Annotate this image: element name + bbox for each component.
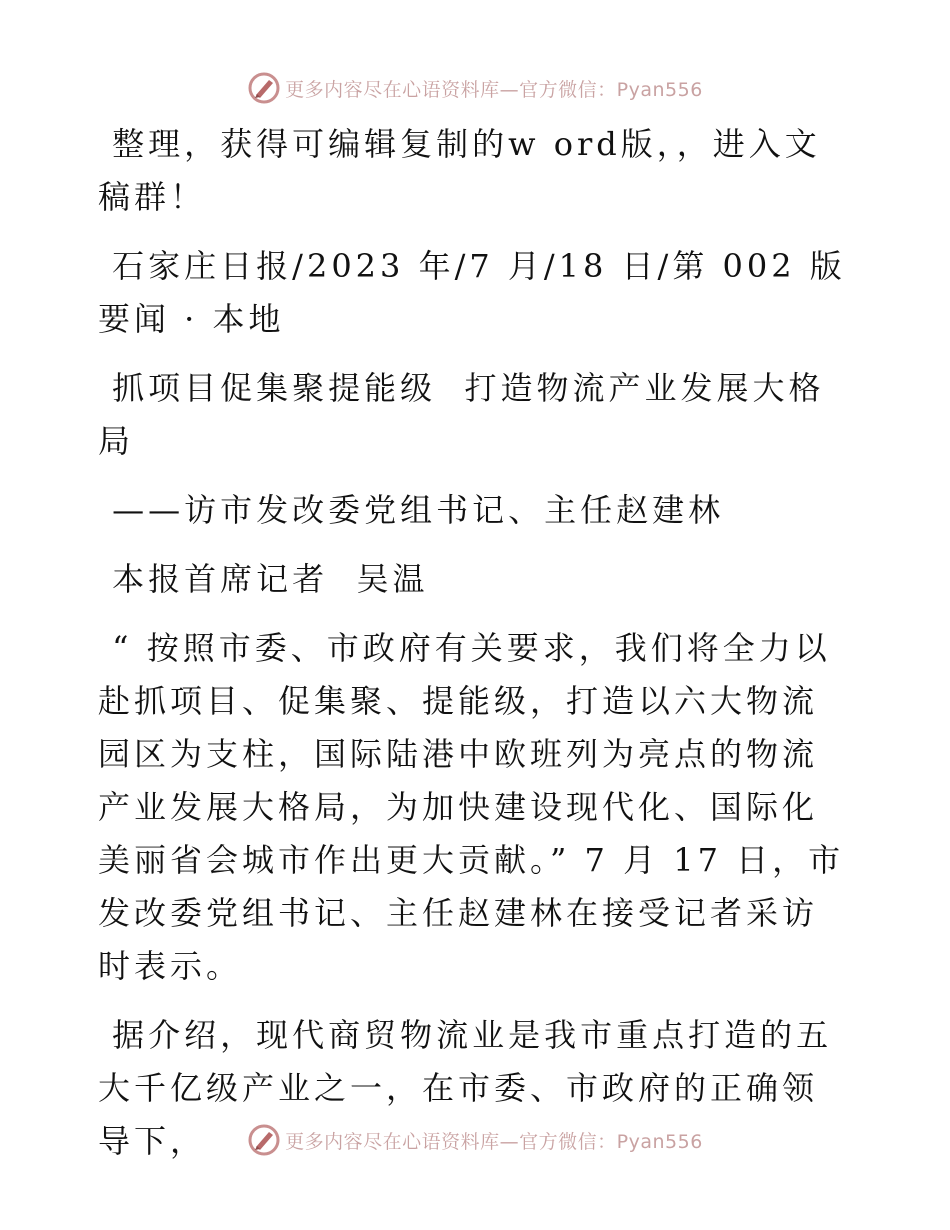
body-paragraph: “ 按照市委、市政府有关要求，我们将全力以赴抓项目、促集聚、提能级，打造以六大物流园区为支柱，国际陆港中欧班列为亮点的物流产业发展大格局，为加快建设现代化、国际化美丽省会城市作出更大贡献。” 7 月 17 日，市发改委党组书记、主任赵建林在接受记者采访时表示。: [98, 629, 845, 985]
article-title: 抓项目促集聚提能级 打造物流产业发展大格局: [98, 369, 825, 460]
watermark-text: 更多内容尽在心语资料库—官方微信：Pyan556: [285, 1130, 703, 1153]
article-subtitle: ——访市发改委党组书记、主任赵建林: [98, 491, 725, 529]
intro-note: 整理，获得可编辑复制的w ord版，，进入文稿群！: [98, 125, 821, 216]
pen-emblem-icon: [247, 71, 281, 105]
watermark-text: 更多内容尽在心语资料库—官方微信：Pyan556: [285, 78, 703, 101]
footer-watermark: [0, 1120, 950, 1160]
header-watermark: [0, 68, 950, 108]
document-body: [98, 118, 850, 1184]
body-paragraph: 据介绍，现代商贸物流业是我市重点打造的五大千亿级产业之一，在市委、市政府的正确领导下，: [98, 1016, 833, 1160]
pen-emblem-icon: [247, 1123, 281, 1157]
source-line: 石家庄日报/2023 年/7 月/18 日/第 002 版要闻 · 本地: [98, 247, 846, 338]
byline: 本报首席记者 吴温: [98, 560, 429, 598]
